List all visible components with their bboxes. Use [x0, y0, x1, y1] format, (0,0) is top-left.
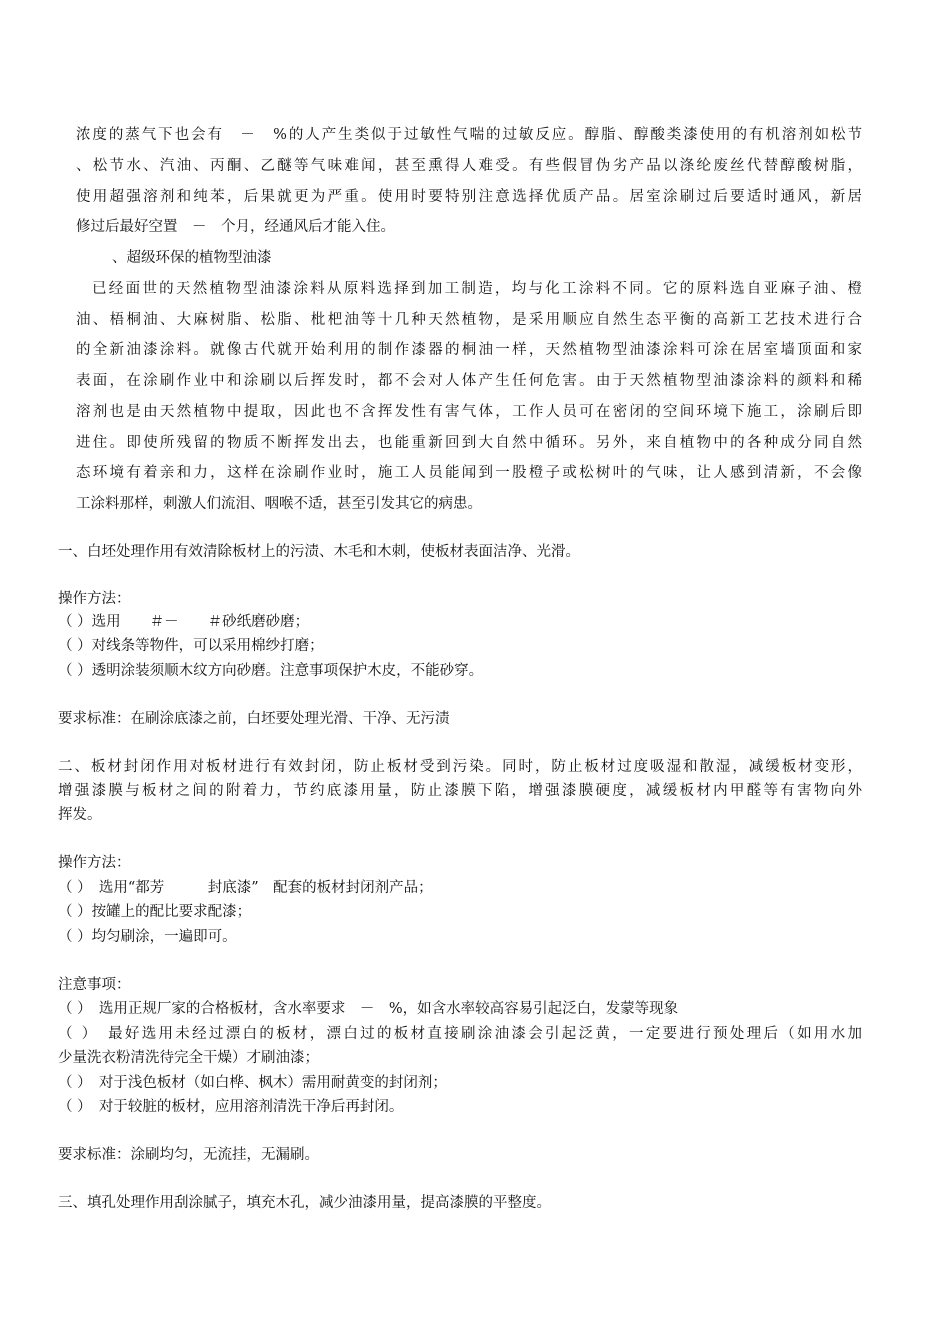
step-item: （ ）均匀刷涂，一遍即可。 — [58, 929, 237, 945]
paragraph-line: 的全新油漆涂料。就像古代就开始利用的制作漆器的桐油一样，天然植物型油漆涂料可涂在居室墙顶面和家 — [76, 342, 862, 358]
notes-label: 注意事项： — [58, 977, 131, 993]
method-label: 操作方法： — [58, 591, 131, 607]
paragraph-line: 进住。即使所残留的物质不断挥发出去，也能重新回到大自然中循环。另外，来自植物中的各种成分同自然 — [76, 435, 862, 451]
section-title: 挥发。 — [58, 807, 102, 823]
note-item: （ ） 对于较脏的板材，应用溶剂清洗干净后再封闭。 — [58, 1099, 404, 1115]
section-title: 三、填孔处理作用刮涂腻子，填充木孔，减少油漆用量，提高漆膜的平整度。 — [58, 1195, 551, 1211]
section-heading: 、超级环保的植物型油漆 — [112, 250, 272, 266]
method-label: 操作方法： — [58, 855, 131, 871]
note-item: （ ） 对于浅色板材（如白桦、枫木）需用耐黄变的封闭剂； — [58, 1075, 447, 1091]
paragraph-line: 表面，在涂刷作业中和涂刷以后挥发时，都不会对人体产生任何危害。由于天然植物型油漆涂料的颜料和稀 — [76, 373, 862, 389]
paragraph-line: 修过后最好空置 － 个月，经通风后才能入住。 — [76, 219, 395, 235]
paragraph-line: 油、梧桐油、大麻树脂、松脂、枇杷油等十几种天然植物，是采用顺应自然生态平衡的高新工艺技术进行合 — [76, 312, 862, 328]
standard-text: 要求标准：涂刷均匀，无流挂，无漏刷。 — [58, 1147, 319, 1163]
step-item: （ ）对线条等物件，可以采用棉纱打磨； — [58, 638, 324, 654]
step-item: （ ）按罐上的配比要求配漆； — [58, 904, 252, 920]
note-item: （ ） 最好选用未经过漂白的板材，漂白过的板材直接刷涂油漆会引起泛黄，一定要进行预处理后（如用水加 — [58, 1026, 862, 1042]
note-item: （ ） 选用正规厂家的合格板材，含水率要求 － %，如含水率较高容易引起泛白，发蒙等现象 — [58, 1001, 679, 1017]
paragraph-line: 使用超强溶剂和纯苯，后果就更为严重。使用时要特别注意选择优质产品。居室涂刷过后要适时通风，新居 — [76, 189, 862, 205]
paragraph-line: 浓度的蒸气下也会有 － %的人产生类似于过敏性气喘的过敏反应。醇脂、醇酸类漆使用的有机溶剂如松节 — [76, 127, 862, 143]
paragraph-line: 溶剂也是由天然植物中提取，因此也不含挥发性有害气体，工作人员可在密闭的空间环境下施工，涂刷后即 — [76, 404, 862, 420]
section-title: 一、白坯处理作用有效清除板材上的污渍、木毛和木刺，使板材表面洁净、光滑。 — [58, 544, 580, 560]
standard-text: 要求标准：在刷涂底漆之前，白坯要处理光滑、干净、无污渍 — [58, 711, 450, 727]
paragraph-line: 工涂料那样，刺激人们流泪、咽喉不适，甚至引发其它的病患。 — [76, 496, 482, 512]
step-item: （ ）透明涂装须顺木纹方向砂磨。注意事项保护木皮，不能砂穿。 — [58, 663, 484, 679]
note-item: 少量洗衣粉清洗待完全干燥）才刷油漆； — [58, 1050, 319, 1066]
step-item: （ ） 选用“都芳 封底漆” 配套的板材封闭剂产品； — [58, 880, 433, 896]
paragraph-line: 、松节水、汽油、丙酮、乙醚等气味难闻，甚至熏得人难受。有些假冒伪劣产品以涤纶废丝代替醇酸树脂， — [76, 158, 862, 174]
section-title: 二、板材封闭作用对板材进行有效封闭，防止板材受到污染。同时，防止板材过度吸湿和散湿，减缓板材变形， — [58, 759, 862, 775]
paragraph-line: 已经面世的天然植物型油漆涂料从原料选择到加工制造，均与化工涂料不同。它的原料选自亚麻子油、橙 — [92, 281, 862, 297]
section-title: 增强漆膜与板材之间的附着力，节约底漆用量，防止漆膜下陷，增强漆膜硬度，减缓板材内甲醛等有害物向外 — [58, 783, 862, 799]
step-item: （ ）选用 ＃－ ＃砂纸磨砂磨； — [58, 614, 310, 630]
paragraph-line: 态环境有着亲和力，这样在涂刷作业时，施工人员能闻到一股橙子或松树叶的气味，让人感到清新，不会像 — [76, 465, 862, 481]
